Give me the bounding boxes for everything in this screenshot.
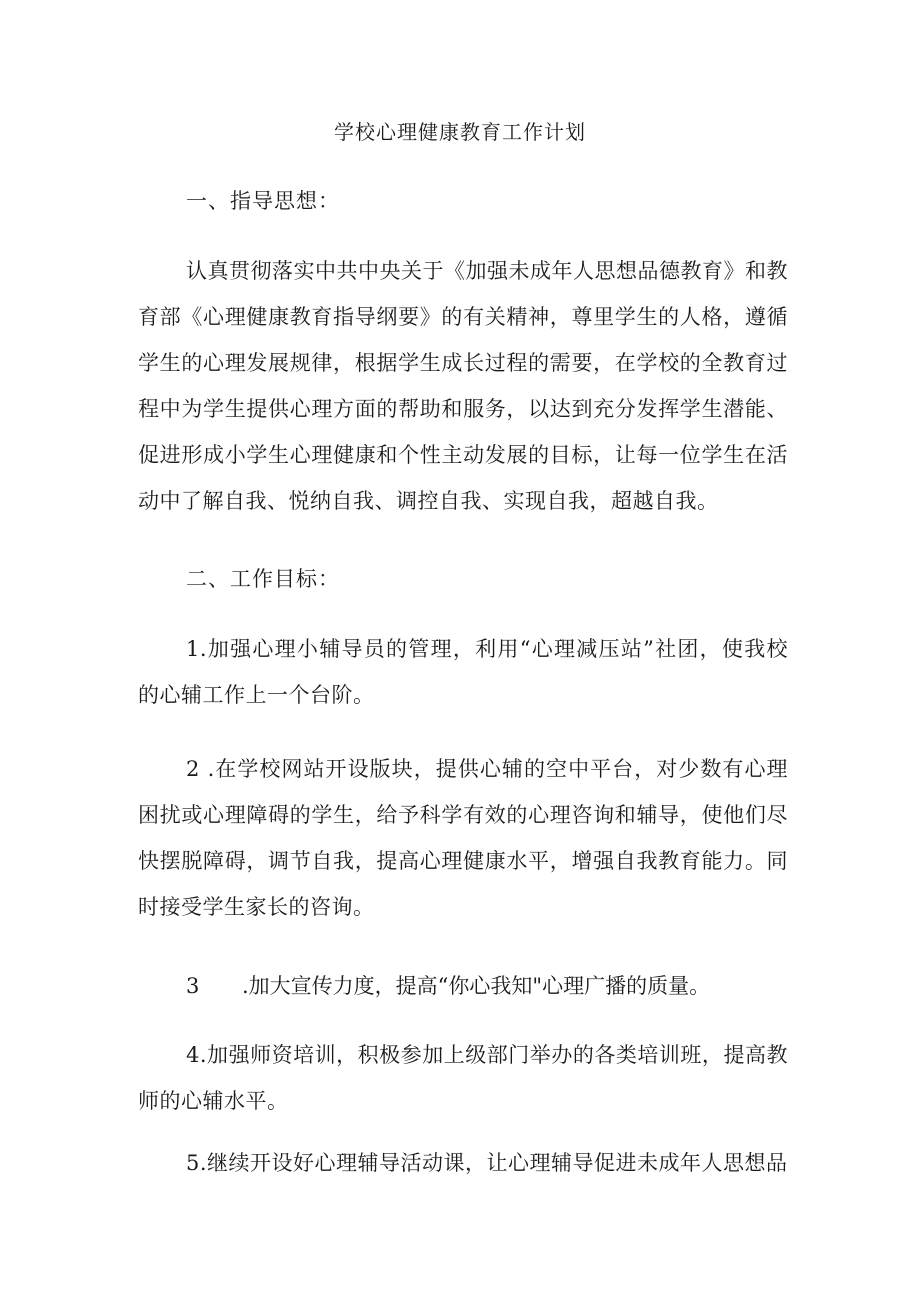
goal-item-4: 4.加强师资培训，积极参加上级部门举办的各类培训班，提高教师的心辅水平。	[138, 1043, 788, 1113]
page-title: 学校心理健康教育工作计划	[334, 120, 586, 144]
goal-item-5: 5.继续开设好心理辅导活动课，让心理辅导促进未成年人思想品	[186, 1151, 788, 1175]
goal-item-2: 2 .在学校网站开设版块，提供心辅的空中平台，对少数有心理困扰或心理障碍的学生，给予科学有效的心理咨询和辅导，使他们尽快摆脱障碍，调节自我，提高心理健康水平，增强自我教育能力。同时接受学生家长的咨询。	[138, 757, 788, 919]
section-heading-work-goals: 二、工作目标：	[186, 567, 340, 591]
goal-item-3-number: 3	[186, 974, 200, 998]
section-heading-guiding-ideology: 一、指导思想：	[186, 189, 340, 213]
paragraph-guiding-ideology: 认真贯彻落实中共中央关于《加强未成年人思想品德教育》和教育部《心理健康教育指导纲要》的有关精神，尊里学生的人格，遵循学生的心理发展规律，根据学生成长过程的需要，在学校的全教育过程中为学生提供心理方面的帮助和服务，以达到充分发挥学生潜能、促进形成小学生心理健康和个性主动发展的目标，让每一位学生在活动中了解自我、悦纳自我、调控自我、实现自我，超越自我。	[138, 259, 788, 513]
goal-item-1: 1.加强心理小辅导员的管理，利用“心理减压站”社团，使我校的心辅工作上一个台阶。	[138, 637, 788, 707]
goal-item-3-text: .加大宣传力度，提高“你心我知"心理广播的质量。	[242, 974, 711, 998]
goal-item-3	[186, 970, 710, 1002]
